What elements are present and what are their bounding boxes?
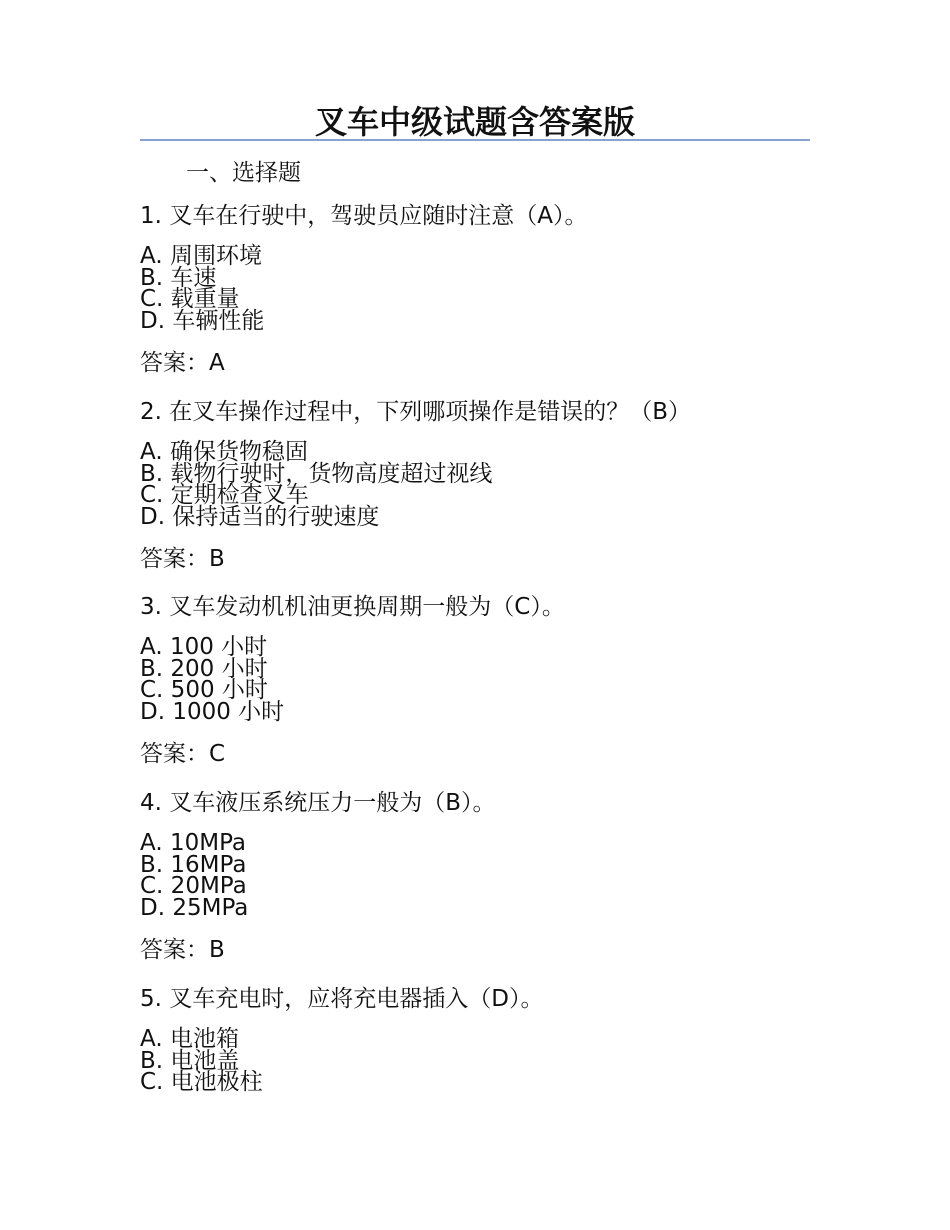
question-3-stem: 3. 叉车发动机机油更换周期一般为（C）。 [140, 594, 565, 620]
question-4-options [140, 830, 810, 921]
question-1-option-d: D. 车辆性能 [140, 307, 265, 334]
question-3-options [140, 634, 810, 725]
question-2 [140, 397, 810, 574]
section-heading: 一、选择题 [186, 160, 301, 186]
question-4 [140, 788, 810, 965]
question-3-option-d: D. 1000 小时 [140, 698, 285, 725]
question-2-option-b: B. 载物行驶时，货物高度超过视线 [140, 460, 493, 487]
question-4-answer: 答案：B [140, 937, 225, 963]
question-1-stem: 1. 叉车在行驶中，驾驶员应随时注意（A）。 [140, 203, 588, 229]
question-3-answer: 答案：C [140, 741, 226, 767]
question-5-option-b: B. 电池盖 [140, 1047, 240, 1074]
question-4-option-b: B. 16MPa [140, 851, 247, 878]
question-2-stem: 2. 在叉车操作过程中，下列哪项操作是错误的？（B） [140, 399, 692, 425]
question-4-stem: 4. 叉车液压系统压力一般为（B）。 [140, 790, 496, 816]
question-3-option-c: C. 500 小时 [140, 677, 268, 703]
question-2-option-d: D. 保持适当的行驶速度 [140, 503, 380, 530]
question-2-option-a: A. 确保货物稳固 [140, 439, 308, 465]
question-2-answer: 答案：B [140, 546, 225, 572]
document-title: 叉车中级试题含答案版 [314, 103, 635, 141]
question-1-answer: 答案：A [140, 350, 225, 376]
question-1 [140, 201, 810, 378]
question-3-option-a: A. 100 小时 [140, 634, 268, 660]
question-4-option-d: D. 25MPa [140, 894, 249, 921]
title-underline [140, 139, 810, 141]
question-3 [140, 592, 810, 769]
question-1-option-c: C. 载重量 [140, 286, 240, 312]
question-3-option-b: B. 200 小时 [140, 655, 268, 682]
question-1-option-b: B. 车速 [140, 264, 217, 291]
question-5-option-c: C. 电池极柱 [140, 1069, 263, 1095]
question-5 [140, 984, 810, 1094]
question-2-options [140, 439, 810, 530]
question-5-options [140, 1026, 810, 1095]
question-1-option-a: A. 周围环境 [140, 243, 262, 269]
question-5-stem: 5. 叉车充电时，应将充电器插入（D）。 [140, 986, 544, 1012]
question-5-option-a: A. 电池箱 [140, 1026, 239, 1052]
question-4-option-c: C. 20MPa [140, 873, 247, 899]
question-4-option-a: A. 10MPa [140, 830, 246, 856]
question-2-option-c: C. 定期检查叉车 [140, 482, 309, 508]
question-1-options [140, 243, 810, 334]
